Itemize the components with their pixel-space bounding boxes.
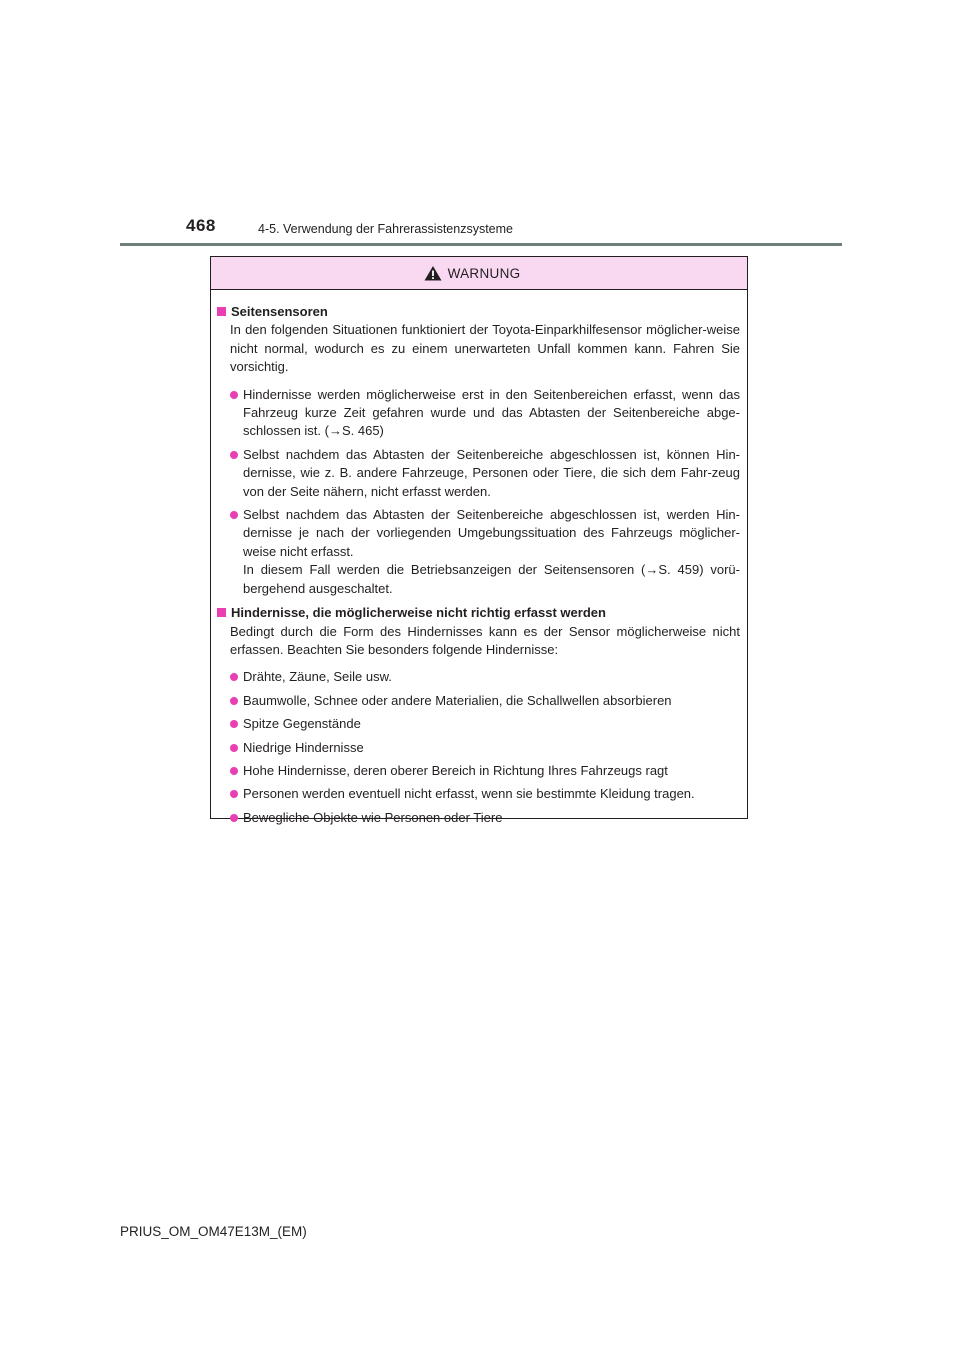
list-item [230, 386, 740, 441]
section-heading-text: Hindernisse, die möglicherweise nicht richtig erfasst werden [231, 605, 606, 621]
warning-triangle-icon [424, 265, 442, 281]
list-item [230, 785, 740, 803]
list-item [230, 668, 740, 686]
warning-title: WARNUNG [447, 265, 521, 281]
section-paragraph: Bedingt durch die Form des Hindernisses kann es der Sensor möglicherweise nicht erfassen. Beachten Sie besonders folgende Hindernisse: [230, 623, 740, 657]
list-item [230, 739, 740, 757]
square-bullet-icon [217, 307, 226, 316]
round-bullet-icon [230, 673, 238, 681]
list-item-text: Niedrige Hindernisse [243, 739, 364, 755]
list-item-text: Baumwolle, Schnee oder andere Materialien, die Schallwellen absorbieren [243, 692, 672, 708]
header-divider [120, 243, 842, 246]
round-bullet-icon [230, 744, 238, 752]
list-item [230, 715, 740, 733]
section-title: 4-5. Verwendung der Fahrerassistenzsysteme [258, 222, 513, 236]
warning-body [211, 290, 747, 827]
round-bullet-icon [230, 511, 238, 519]
list-item-text: Selbst nachdem das Abtasten der Seitenbereiche abgeschlossen ist, können Hin-dernisse, wie z. B. andere Fahrzeuge, Personen oder Tiere, die sich dem Fahr-zeug von der Seite nähern, nicht erfasst werden. [243, 446, 740, 499]
section-paragraph: In den folgenden Situationen funktioniert der Toyota-Einparkhilfesensor möglicher-weise nicht normal, wodurch es zu einem unerwarteten Unfall kommen kann. Fahren Sie vorsichtig. [230, 322, 740, 375]
warning-header [211, 257, 747, 290]
list-item [230, 762, 740, 780]
list-item [230, 506, 740, 598]
list-item [230, 446, 740, 501]
list-item-text-continued: In diesem Fall werden die Betriebsanzeigen der Seitensensoren (→S. 459) vorü-bergehend ausgeschaltet. [243, 562, 740, 596]
round-bullet-icon [230, 720, 238, 728]
round-bullet-icon [230, 697, 238, 705]
list-item [230, 809, 740, 827]
square-bullet-icon [217, 608, 226, 617]
section-heading-hindernisse [217, 604, 740, 622]
list-item-text: Drähte, Zäune, Seile usw. [243, 669, 392, 685]
page-number: 468 [186, 216, 216, 235]
list-item-text: Spitze Gegenstände [243, 716, 361, 732]
list-item [230, 692, 740, 710]
document-code: PRIUS_OM_OM47E13M_(EM) [120, 1224, 307, 1239]
list-item-text: Bewegliche Objekte wie Personen oder Tiere [243, 809, 503, 825]
round-bullet-icon [230, 767, 238, 775]
warning-box [210, 256, 748, 825]
round-bullet-icon [230, 790, 238, 798]
round-bullet-icon [230, 814, 238, 822]
list-item-text: Hohe Hindernisse, deren oberer Bereich in Richtung Ihres Fahrzeugs ragt [243, 762, 668, 778]
section-heading-seitensensoren [217, 303, 740, 321]
section-heading-text: Seitensensoren [231, 304, 328, 319]
list-item-text: Hindernisse werden möglicherweise erst in den Seitenbereichen erfasst, wenn das Fahrzeug kurze Zeit gefahren wurde und das Abtasten der Seitenbereiche abge-schlossen ist. (→S. 465) [243, 386, 740, 439]
round-bullet-icon [230, 451, 238, 459]
round-bullet-icon [230, 391, 238, 399]
list-item-text: Personen werden eventuell nicht erfasst, wenn sie bestimmte Kleidung tragen. [243, 786, 695, 802]
list-item-text: Selbst nachdem das Abtasten der Seitenbereiche abgeschlossen ist, werden Hin-dernisse je nach der vorliegenden Umgebungssituation des Fahrzeugs möglicher-weise nicht erfasst. [243, 507, 740, 559]
